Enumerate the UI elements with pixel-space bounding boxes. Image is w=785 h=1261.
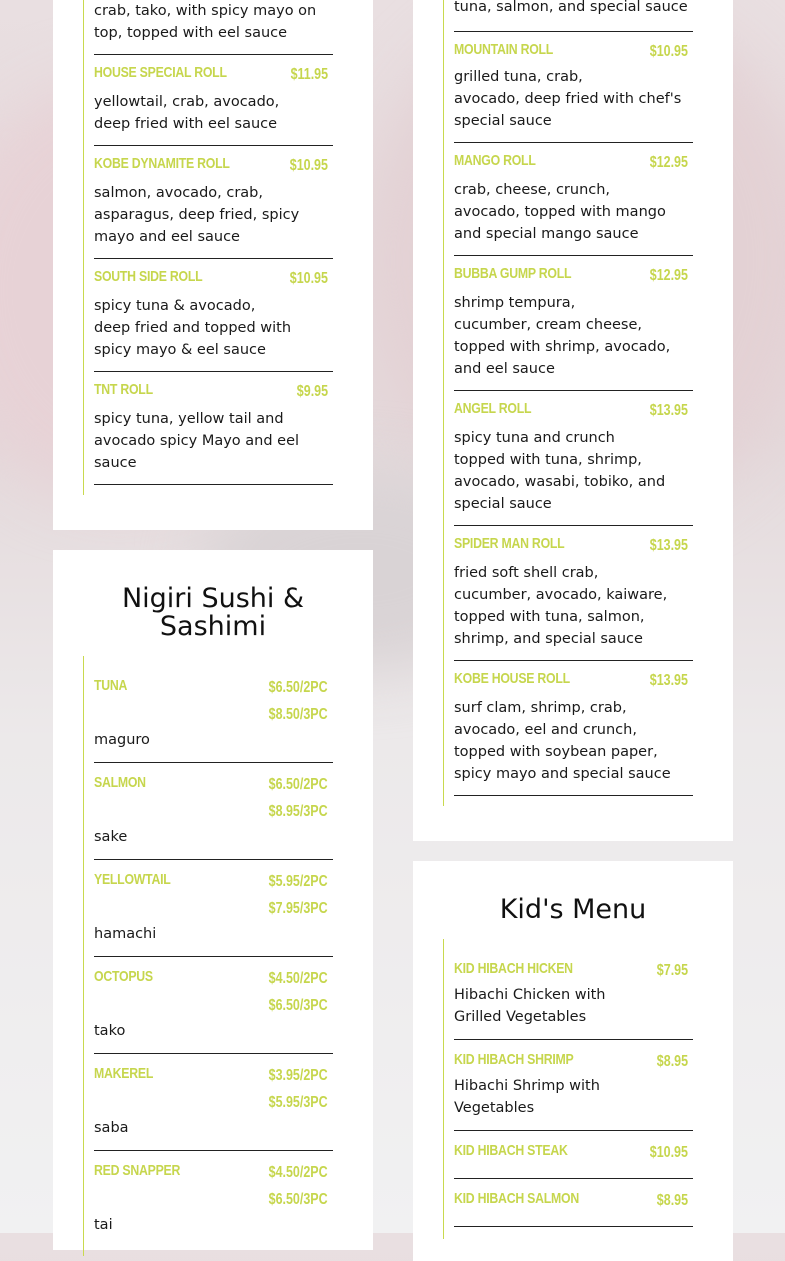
section-title: Nigiri Sushi & Sashimi [121,583,305,642]
item-price: $13.95 [649,402,688,419]
item-price: $11.95 [290,66,328,83]
menu-item-house-special-roll [94,55,333,146]
menu-item-mountain-roll [454,32,693,143]
item-description: shrimp tempura, cucumber, cream cheese, topped with shrimp, avocado, and eel sauce [454,295,671,377]
menu-item-angel-roll [454,391,693,526]
menu-item-kid-hibach-hicken [454,939,693,1040]
menu-item-kid-hibach-shrimp [454,1040,693,1131]
item-description: hamachi [94,926,157,942]
item-price-3pc: $6.50/3PC [269,997,328,1014]
item-description: tako [94,1023,126,1039]
list-item [94,0,333,55]
item-name: OCTOPUS [94,968,153,985]
item-name: YELLOWTAIL [94,871,171,888]
item-price: $12.95 [649,154,688,171]
rolls-list-left [83,0,343,495]
item-name: KOBE DYNAMITE ROLL [94,155,230,172]
menu-item-mango-roll [454,143,693,256]
item-price: $8.95 [656,1192,688,1209]
item-price: $10.95 [289,157,328,174]
item-price: $13.95 [649,672,688,689]
menu-item-red-snapper [94,1151,333,1248]
menu-item-tuna [94,656,333,763]
item-description: spicy tuna & avocado, deep fried and topped with spicy mayo & eel sauce [94,298,292,358]
item-price-2pc: $4.50/2PC [269,1164,328,1181]
menu-item-makerel [94,1054,333,1151]
menu-item-kobe-dynamite-roll [94,146,333,259]
rolls-card-right [413,0,733,841]
kids-list [443,939,703,1239]
item-price-2pc: $4.50/2PC [269,970,328,987]
menu-item-yellowtail [94,860,333,957]
item-price-2pc: $5.95/2PC [269,873,328,890]
item-price-3pc: $7.95/3PC [269,900,328,917]
menu-item-kobe-house-roll [454,661,693,796]
item-description: sake [94,829,128,845]
item-name: MOUNTAIN ROLL [454,41,554,58]
rolls-list-right [443,0,703,806]
item-name: TUNA [94,677,128,694]
item-price-2pc: $6.50/2PC [269,679,328,696]
item-name: KOBE HOUSE ROLL [454,670,570,687]
item-price: $7.95 [656,962,688,979]
item-price-3pc: $8.50/3PC [269,706,328,723]
item-name: KID HIBACH STEAK [454,1142,568,1159]
item-description: saba [94,1120,129,1136]
item-description: surf clam, shrimp, crab, avocado, eel and crunch, topped with soybean paper, spicy mayo and special sauce [454,700,671,782]
menu-item-south-side-roll [94,259,333,372]
section-title: Kid's Menu [499,894,647,925]
item-name: SALMON [94,774,146,791]
item-price-3pc: $6.50/3PC [269,1191,328,1208]
item-description: fried soft shell crab, cucumber, avocado, kaiware, topped with tuna, salmon, shrimp, and special sauce [454,565,668,647]
item-price: $10.95 [649,43,688,60]
item-description: Hibachi Shrimp with Vegetables [454,1078,600,1116]
item-name: RED SNAPPER [94,1162,181,1179]
menu-item-bubba-gump-roll [454,256,693,391]
item-description: grilled tuna, crab, avocado, deep fried with chef's special sauce [454,69,682,129]
item-price: $8.95 [656,1053,688,1070]
item-price-3pc: $5.95/3PC [269,1094,328,1111]
menu-item-salmon [94,763,333,860]
item-price-2pc: $3.95/2PC [269,1067,328,1084]
item-price: $10.95 [649,1144,688,1161]
item-price: $13.95 [649,537,688,554]
item-price-2pc: $6.50/2PC [269,776,328,793]
item-description: tai [94,1217,113,1233]
list-item [454,0,693,32]
item-description: crab, cheese, crunch, avocado, topped with mango and special mango sauce [454,182,666,242]
item-description: spicy tuna, yellow tail and avocado spicy Mayo and eel sauce [94,411,300,471]
menu-item-kid-hibach-salmon [454,1179,693,1227]
nigiri-card [53,550,373,1250]
item-name: KID HIBACH HICKEN [454,960,573,977]
rolls-card-left [53,0,373,530]
item-description: maguro [94,732,150,748]
item-description: crab, tako, with spicy mayo on top, topped with eel sauce [94,3,317,41]
item-description: tuna, salmon, and special sauce [454,0,688,15]
item-name: SOUTH SIDE ROLL [94,268,203,285]
item-price-3pc: $8.95/3PC [269,803,328,820]
menu-item-kid-hibach-steak [454,1131,693,1179]
item-price: $12.95 [649,267,688,284]
menu-item-tnt-roll [94,372,333,485]
item-description: spicy tuna and crunch topped with tuna, shrimp, avocado, wasabi, tobiko, and special sauce [454,430,666,512]
item-name: KID HIBACH SHRIMP [454,1051,574,1068]
item-description: Hibachi Chicken with Grilled Vegetables [454,987,606,1025]
nigiri-list [83,656,343,1256]
item-name: BUBBA GUMP ROLL [454,265,572,282]
item-description: yellowtail, crab, avocado, deep fried with eel sauce [94,94,280,132]
item-price: $10.95 [289,270,328,287]
menu-item-spider-man-roll [454,526,693,661]
menu-item-octopus [94,957,333,1054]
item-price: $9.95 [296,383,328,400]
item-name: MAKEREL [94,1065,154,1082]
item-name: SPIDER MAN ROLL [454,535,565,552]
item-name: MANGO ROLL [454,152,536,169]
item-name: ANGEL ROLL [454,400,532,417]
item-name: HOUSE SPECIAL ROLL [94,64,227,81]
item-name: TNT ROLL [94,381,153,398]
item-name: KID HIBACH SALMON [454,1190,579,1207]
item-description: salmon, avocado, crab, asparagus, deep fried, spicy mayo and eel sauce [94,185,300,245]
kids-menu-card [413,861,733,1261]
